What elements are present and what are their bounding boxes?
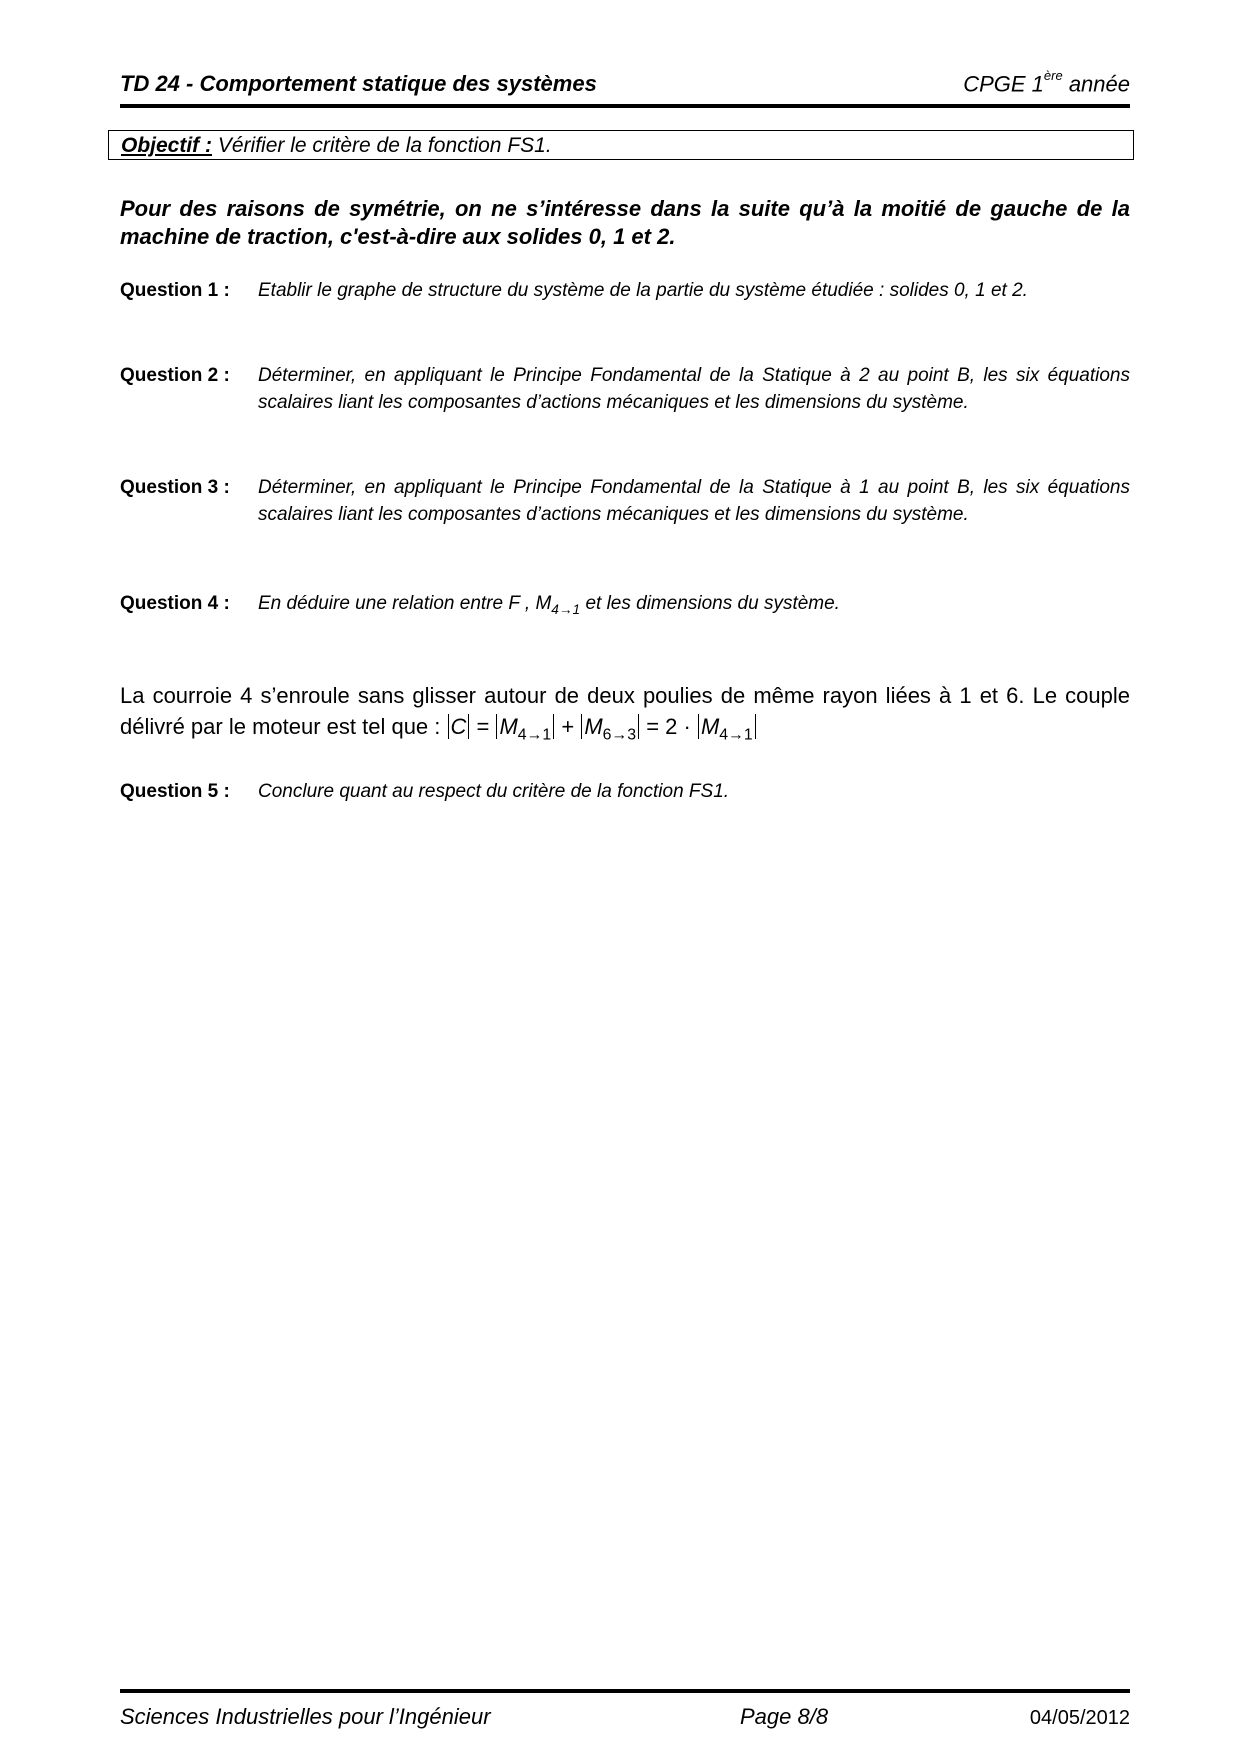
formula-m: M <box>499 714 518 739</box>
belt-paragraph <box>120 680 1130 751</box>
question-3 <box>120 474 1130 528</box>
question-label: Question 4 : <box>120 593 230 614</box>
question-text-b: et les dimensions du système. <box>580 593 840 614</box>
header-rule <box>120 104 1130 108</box>
question-1 <box>120 277 1130 304</box>
formula-sub-63: 6→3 <box>602 726 637 744</box>
footer-page-number: Page 8/8 <box>740 1704 829 1729</box>
question-text <box>258 590 1130 623</box>
header-class <box>963 68 1130 97</box>
formula-abs-m63 <box>581 714 639 744</box>
objective-label: Objectif : <box>121 134 213 157</box>
formula-sub-41: 4→1 <box>719 726 753 744</box>
header-class-suffix: année <box>1062 71 1130 97</box>
question-text-a: En déduire une relation entre <box>258 593 509 614</box>
question-text: Déterminer, en appliquant le Principe Fondamental de la Statique à 1 au point B, les six équations scalaires liant les composantes d’actions mécaniques et les dimensions du système. <box>258 477 1130 525</box>
header-class-prefix: CPGE 1 <box>963 71 1044 97</box>
intro-paragraph: Pour des raisons de symétrie, on ne s’intéresse dans la suite qu’à la moitié de gauche de la machine de traction, c'est-à-dire aux solides 0, 1 et 2. <box>120 196 1130 249</box>
var-m: M <box>535 593 552 614</box>
var-f: F <box>508 593 520 614</box>
formula-m: M <box>700 714 720 739</box>
question-label: Question 1 : <box>120 280 230 301</box>
var-m-sub: 4→1 <box>551 601 581 617</box>
formula-eq2: = 2 · <box>640 714 697 739</box>
paragraph-text: La courroie 4 s’enroule sans glisser autour de deux poulies de même rayon liées à 1 et 6. Le couple délivré par le moteur est tel que : <box>120 683 1130 739</box>
objective-box <box>108 130 1134 160</box>
question-4 <box>120 590 1130 623</box>
header-title: TD 24 - Comportement statique des systèmes <box>120 71 597 96</box>
formula-sub-41: 4→1 <box>517 726 552 744</box>
header-class-sup: ère <box>1043 68 1063 83</box>
footer-rule <box>120 1689 1130 1693</box>
question-5 <box>120 778 1130 805</box>
formula-abs-m41 <box>496 714 554 744</box>
formula-plus: + <box>555 714 581 739</box>
question-label: Question 2 : <box>120 365 230 386</box>
question-text: Conclure quant au respect du critère de la fonction FS1. <box>258 781 730 802</box>
formula-m: M <box>584 714 603 739</box>
footer-course: Sciences Industrielles pour l’Ingénieur <box>120 1704 491 1729</box>
question-label: Question 3 : <box>120 477 230 498</box>
question-text: Déterminer, en appliquant le Principe Fondamental de la Statique à 2 au point B, les six équations scalaires liant les composantes d’actions mécaniques et les dimensions du système. <box>258 365 1130 413</box>
question-text: Etablir le graphe de structure du système de la partie du système étudiée : solides 0, 1 et 2. <box>258 280 1028 301</box>
formula-eq: = <box>470 714 496 739</box>
footer-date: 04/05/2012 <box>1029 1707 1130 1729</box>
question-label: Question 5 : <box>120 781 230 802</box>
question-2 <box>120 362 1130 416</box>
objective-text: Vérifier le critère de la fonction FS1. <box>212 134 552 157</box>
var-sep: , <box>519 593 536 614</box>
formula-abs-m41-b <box>698 714 756 744</box>
formula-abs-c: C <box>448 714 470 739</box>
